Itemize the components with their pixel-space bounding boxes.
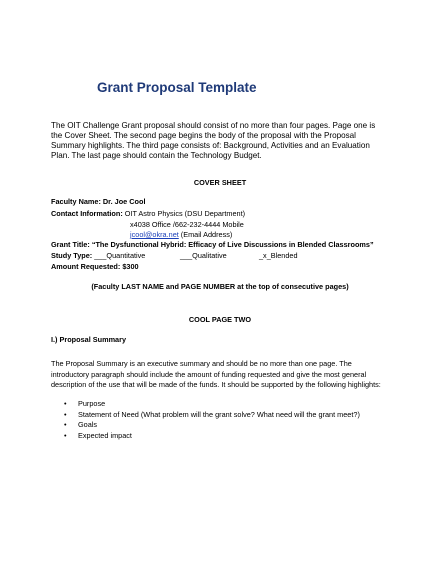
- email-link[interactable]: jcool@okra.net: [130, 230, 179, 239]
- study-type-label: Study Type:: [51, 251, 93, 260]
- email-suffix: (Email Address): [178, 230, 233, 239]
- list-item: • Statement of Need (What problem will the grant solve? What need will the grant meet?): [64, 410, 360, 421]
- list-item: • Purpose: [64, 399, 360, 410]
- faculty-name: Faculty Name: Dr. Joe Cool: [51, 197, 146, 206]
- list-item: • Goals: [64, 420, 360, 431]
- study-option-quantitative: ___Quantitative: [92, 251, 146, 260]
- contact-label: Contact Information:: [51, 209, 123, 218]
- document-title: Grant Proposal Template: [97, 80, 257, 95]
- contact-phone: x4038 Office /662-232-4444 Mobile: [130, 220, 244, 229]
- contact-email-line: [130, 230, 232, 240]
- proposal-summary-heading: I.) Proposal Summary: [51, 335, 127, 344]
- contact-department: OIT Astro Physics (DSU Department): [122, 209, 246, 218]
- contact-info-line: [51, 209, 245, 219]
- cover-sheet-heading: COVER SHEET: [193, 178, 247, 187]
- grant-title: Grant Title: “The Dysfunctional Hybrid: Efficacy of Live Discussions in Blended Classrooms”: [51, 240, 374, 249]
- study-option-qualitative: ___Qualitative: [180, 251, 227, 260]
- page-two-heading: COOL PAGE TWO: [188, 315, 252, 324]
- highlights-list: [64, 399, 360, 441]
- study-option-blended: _x_Blended: [259, 251, 298, 260]
- list-item: • Expected impact: [64, 431, 360, 442]
- intro-paragraph: The OIT Challenge Grant proposal should consist of no more than four pages. Page one is the Cover Sheet. The second page begins the body of the proposal with the Proposal Summary highlights. The third page consists of: Background, Activities and an Evaluation Plan. The last page should contain the Technology Budget.: [51, 121, 376, 160]
- summary-paragraph: The Proposal Summary is an executive summary and should be no more than one page. The introductory paragraph should include the amount of funding requested and give the most general description of the use that will be made of the funds. It should be supported by the following highlights:: [51, 359, 381, 390]
- faculty-page-note: (Faculty LAST NAME and PAGE NUMBER at the top of consecutive pages): [91, 282, 349, 291]
- study-type-line: [51, 251, 145, 261]
- amount-requested: Amount Requested: $300: [51, 262, 139, 271]
